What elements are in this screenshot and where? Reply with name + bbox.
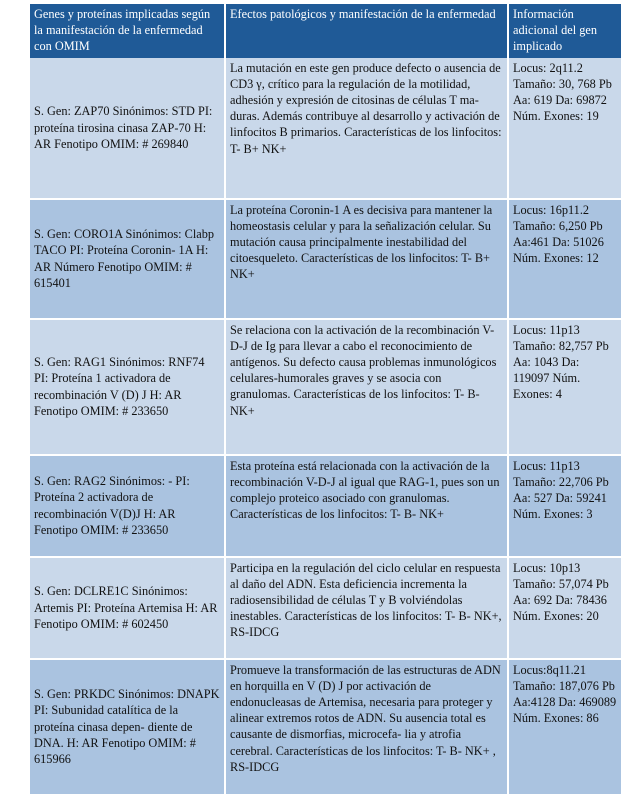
effects-cell: Se relaciona con la activación de la recombinación V-D-J de Ig para llevar a cabo el reconocimiento de antígenos. Su defecto causa problemas inmunológicos celulares-humorales graves y se asocia con granulomas. Características de los linfocitos: T- B- NK+ [225,319,508,455]
effects-cell: Participa en la regulación del ciclo celular en respuesta al daño del ADN. Esta deficiencia incrementa la radiosensibilidad de células T y B volviéndolas inestables. Características de los linfocitos: T- B- NK+, RS-IDCG [225,557,508,659]
info-cell: Locus:8q11.21 Tamaño: 187,076 Pb Aa:4128 Da: 469089 Núm. Exones: 86 [508,659,621,795]
table-row [30,659,621,795]
info-cell: Locus: 16p11.2 Tamaño: 6,250 Pb Aa:461 Da: 51026 Núm. Exones: 12 [508,199,621,319]
table-row [30,455,621,557]
info-cell: Locus: 2q11.2 Tamaño: 30, 768 Pb Aa: 619 Da: 69872 Núm. Exones: 19 [508,58,621,199]
gene-cell: S. Gen: DCLRE1C Sinónimos: Artemis PI: Proteína Artemisa H: AR Fenotipo OMIM: # 602450 [30,557,225,659]
table-row [30,58,621,199]
info-cell: Locus: 11p13 Tamaño: 82,757 Pb Aa: 1043 Da: 119097 Núm. Exones: 4 [508,319,621,455]
gene-cell: S. Gen: RAG1 Sinónimos: RNF74 PI: Proteína 1 activadora de recombinación V (D) J H: AR Fenotipo OMIM: # 233650 [30,319,225,455]
gene-cell: S. Gen: CORO1A Sinónimos: Clabp TACO PI: Proteína Coronin- 1A H: AR Número Fenotipo OMIM: # 615401 [30,199,225,319]
gene-cell: S. Gen: RAG2 Sinónimos: - PI: Proteína 2 activadora de recombinación V(D)J H: AR Fenotipo OMIM: # 233650 [30,455,225,557]
info-cell: Locus: 11p13 Tamaño: 22,706 Pb Aa: 527 Da: 59241 Núm. Exones: 3 [508,455,621,557]
effects-cell: Promueve la transformación de las estructuras de ADN en horquilla en V (D) J por activación de endonucleasas de Artemisa, necesaria para proteger y alinear extremos rotos de ADN. Su ausencia total es causante de dismorfias, microcefa- lia y atrofia cerebral. Características de los linfocitos: T- B- NK+ , RS-IDCG [225,659,508,795]
header-effects: Efectos patológicos y manifestación de la enfermedad [225,4,508,58]
header-info: Información adicional del gen implicado [508,4,621,58]
gene-cell: S. Gen: PRKDC Sinónimos: DNAPK PI: Subunidad catalítica de la proteína cinasa depen- diente de DNA. H: AR Fenotipo OMIM: # 615966 [30,659,225,795]
table-row [30,199,621,319]
info-cell: Locus: 10p13 Tamaño: 57,074 Pb Aa: 692 Da: 78436 Núm. Exones: 20 [508,557,621,659]
effects-cell: La mutación en este gen produce defecto o ausencia de CD3 γ, crítico para la regulación de la motilidad, adhesión y expresión de citosinas de células T ma- duras. Además contribuye al desarrollo y activación de linfocitos B primarios. Características de los linfocitos: T- B+ NK+ [225,58,508,199]
table-row [30,319,621,455]
gene-cell: S. Gen: ZAP70 Sinónimos: STD PI: proteína tirosina cinasa ZAP-70 H: AR Fenotipo OMIM: # 269840 [30,58,225,199]
effects-cell: La proteína Coronin-1 A es decisiva para mantener la homeostasis celular y para la señalización celular. Su mutación causa principalmente inestabilidad del citoesqueleto. Características de los linfocitos: T- B+ NK+ [225,199,508,319]
header-genes: Genes y proteínas implicadas según la manifestación de la enfermedad con OMIM [30,4,225,58]
header-row [30,4,621,58]
effects-cell: Esta proteína está relacionada con la activación de la recombinación V-D-J al igual que RAG-1, pues son un complejo proteico asociado con granulomas. Características de los linfocitos: T- B- NK+ [225,455,508,557]
immunodeficiency-genes-table [30,4,621,796]
table-row [30,557,621,659]
